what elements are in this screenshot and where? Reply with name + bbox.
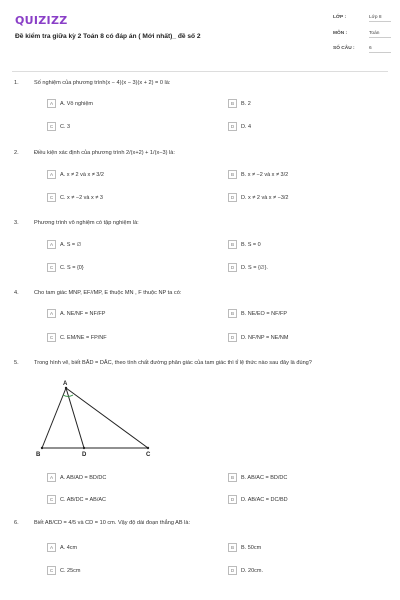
option-text: C. 3 — [60, 123, 71, 130]
question-number: 5. — [14, 360, 19, 366]
label-a: A — [63, 381, 68, 387]
option-text: B. x ≠ −2 và x ≠ 3/2 — [241, 171, 289, 178]
option-text: C. S = {0} — [60, 264, 84, 271]
option-letter: A — [47, 309, 56, 318]
question-text: Trong hình vẽ, biết BÂD = DÂC, theo tính chất đường phân giác của tam giác thì tỉ lệ thức nào sau đây là đúng? — [34, 360, 312, 366]
option-text: A. Vô nghiệm — [60, 100, 94, 107]
option-text: B. 2 — [241, 100, 251, 107]
option-text: D. S = {∅}. — [241, 264, 268, 271]
option-letter: D — [228, 566, 237, 575]
option-d[interactable] — [228, 121, 251, 132]
option-a[interactable] — [47, 472, 106, 483]
option-d[interactable] — [228, 262, 268, 273]
option-letter: D — [228, 495, 237, 504]
label-d: D — [82, 452, 87, 458]
question-number: 4. — [14, 290, 19, 296]
side-ac — [66, 388, 148, 448]
quizizz-logo: QUIZIZZ — [15, 14, 68, 27]
option-letter: A — [47, 473, 56, 482]
option-letter: A — [47, 99, 56, 108]
option-letter: C — [47, 122, 56, 131]
option-c[interactable] — [47, 121, 70, 132]
option-text: A. x ≠ 2 và x ≠ 3/2 — [60, 171, 104, 178]
option-letter: D — [228, 193, 237, 202]
question-text: Điều kiện xác định của phương trình 2/(x+2) + 1/(x−3) là: — [34, 150, 175, 156]
option-letter: B — [228, 309, 237, 318]
option-a[interactable] — [47, 308, 105, 319]
option-text: A. AB/AD = BD/DC — [60, 474, 107, 481]
question-text: Biết AB/CD = 4/5 và CD = 10 cm. Vậy độ dài đoạn thẳng AB là: — [34, 520, 191, 526]
question-text: Cho tam giác MNP, EF//MP, E thuộc MN , F thuộc NP ta có: — [34, 290, 182, 296]
class-label: LỚP : — [333, 15, 347, 20]
option-b[interactable] — [228, 239, 261, 250]
vertex-c — [147, 447, 149, 449]
question-number: 2. — [14, 150, 19, 156]
option-text: D. 4 — [241, 123, 252, 130]
subject-label: MÔN : — [333, 31, 348, 36]
option-letter: C — [47, 566, 56, 575]
bisector-ad — [66, 388, 84, 448]
question-text: Số nghiệm của phương trình(x − 4)(x − 3)(x + 2) = 0 là: — [34, 80, 171, 86]
triangle-figure — [36, 380, 156, 460]
option-letter: D — [228, 263, 237, 272]
option-a[interactable] — [47, 542, 77, 553]
question-text: Phương trình vô nghiệm có tập nghiệm là: — [34, 220, 139, 226]
option-text: B. 50cm — [241, 544, 262, 551]
option-letter: B — [228, 170, 237, 179]
question-number: 1. — [14, 80, 19, 86]
option-b[interactable] — [228, 542, 261, 553]
option-c[interactable] — [47, 262, 84, 273]
class-value: Lớp 8 — [369, 15, 391, 22]
option-letter: C — [47, 193, 56, 202]
side-ab — [42, 388, 66, 448]
option-text: D. 20cm. — [241, 567, 264, 574]
option-b[interactable] — [228, 308, 287, 319]
option-c[interactable] — [47, 494, 106, 505]
option-text: C. x ≠ −2 và x ≠ 3 — [60, 194, 103, 201]
option-c[interactable] — [47, 192, 103, 203]
option-text: B. AB/AC = BD/DC — [241, 474, 288, 481]
option-text: D. AB/AC = DC/BD — [241, 496, 288, 503]
option-text: B. NE/EO = NF/FP — [241, 310, 287, 317]
option-text: A. NE/NF = NF/FP — [60, 310, 106, 317]
question-number: 6. — [14, 520, 19, 526]
label-b: B — [36, 452, 41, 458]
option-letter: A — [47, 543, 56, 552]
option-text: A. 4cm — [60, 544, 78, 551]
option-letter: C — [47, 333, 56, 342]
option-text: C. EM/NE = FP/NF — [60, 334, 107, 341]
option-text: C. AB/DC = AB/AC — [60, 496, 107, 503]
page-title: Đề kiểm tra giữa kỳ 2 Toán 8 có đáp án ( Mới nhất)_ đề số 2 — [15, 33, 201, 40]
option-a[interactable] — [47, 169, 104, 180]
count-value: 6 — [369, 46, 391, 53]
option-text: C. 25cm — [60, 567, 81, 574]
option-b[interactable] — [228, 169, 288, 180]
option-letter: B — [228, 240, 237, 249]
option-d[interactable] — [228, 494, 288, 505]
option-a[interactable] — [47, 98, 93, 109]
option-letter: A — [47, 240, 56, 249]
label-c: C — [146, 452, 151, 458]
option-letter: D — [228, 333, 237, 342]
option-text: D. x ≠ 2 và x ≠ −3/2 — [241, 194, 289, 201]
vertex-a — [65, 387, 67, 389]
header-divider — [12, 71, 388, 72]
option-a[interactable] — [47, 239, 81, 250]
option-d[interactable] — [228, 192, 288, 203]
option-letter: B — [228, 543, 237, 552]
option-c[interactable] — [47, 332, 107, 343]
option-c[interactable] — [47, 565, 80, 576]
vertex-b — [41, 447, 43, 449]
option-letter: A — [47, 170, 56, 179]
question-number: 3. — [14, 220, 19, 226]
option-d[interactable] — [228, 565, 263, 576]
option-d[interactable] — [228, 332, 288, 343]
option-text: D. NF/NP = NE/NM — [241, 334, 289, 341]
count-label: SỐ CÂU : — [333, 46, 355, 51]
option-letter: C — [47, 495, 56, 504]
option-text: A. S = ∅ — [60, 241, 82, 248]
option-letter: B — [228, 99, 237, 108]
option-letter: B — [228, 473, 237, 482]
option-letter: D — [228, 122, 237, 131]
option-b[interactable] — [228, 98, 251, 109]
option-b[interactable] — [228, 472, 287, 483]
option-letter: C — [47, 263, 56, 272]
subject-value: Toán — [369, 31, 391, 38]
option-text: B. S = 0 — [241, 241, 261, 248]
vertex-d — [83, 447, 85, 449]
